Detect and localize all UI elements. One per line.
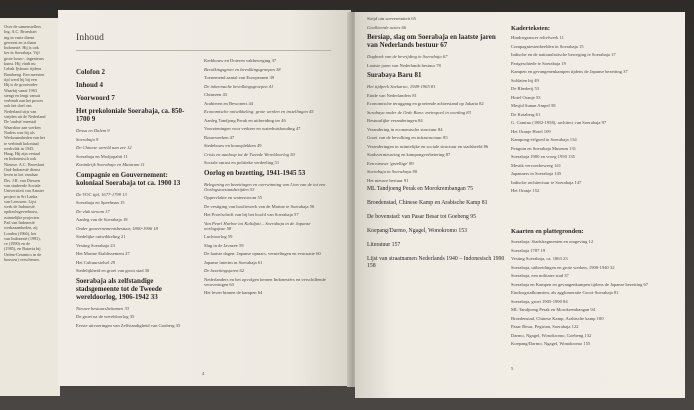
toc-entry: Soerabaja, een militaire stad 37 <box>511 273 569 278</box>
underlying-line: Pad van Indonesië <box>4 219 35 225</box>
underlying-line: Haag. Hij zijn vertaal <box>4 151 41 157</box>
toc-entry: Economische teruggang en groeiende achterstand op Jakarta 82 <box>367 101 484 106</box>
toc-entry: De laatste dagen: Japanse opmars, vernielingen en evacuatie 60 <box>204 251 321 256</box>
underlying-line: ook het doel ons <box>4 103 32 109</box>
toc-entry: Stedelijke ontwikkeling 21 <box>76 234 126 239</box>
underlying-line: project in Sri Lanka <box>4 193 38 199</box>
toc-entry: Bestuurlijke veranderingen 84 <box>367 118 423 123</box>
toc-entry: Soerabaja als zelfstandige stadsgemeente tot de Tweede wereldoorlog, 1906-1942 33 <box>76 276 162 301</box>
toc-entry: Toenemend aantal van Europeanen 39 <box>204 75 275 80</box>
toc-entry: Mestik vervoerbeweeg 141 <box>511 162 562 168</box>
underlying-line: bouwen) verschenen. <box>4 257 40 263</box>
toc-entry: Kampong-erfgoed in Soerabaja 134 <box>511 137 577 142</box>
underlying-line: ce (1990) en de <box>4 241 30 247</box>
toc-entry: Soldaten bij 49 <box>511 77 539 83</box>
underlying-line: Naders was hij als <box>4 129 35 135</box>
toc-entry: Het Oranje Hotel 109 <box>511 128 551 134</box>
page-title: Inhoud <box>76 33 105 43</box>
toc-entry: Nederlanders en het opvolgen kemen Indonesiërs en verschillende veroveringen 63 <box>204 276 326 287</box>
underlying-text <box>0 18 60 262</box>
toc-entry: Compagnie en Gouvernement: koloniaal Soerabaja tot ca. 1900 13 <box>76 170 181 187</box>
toc-entry: Het nieuwe bestuur 91 <box>367 177 409 183</box>
toc-entry: Strijd om soevereiniteit 65 <box>367 16 416 21</box>
underlying-line: werkvlak in 1945. <box>4 145 35 151</box>
toc-entry: De Kotaberg 61 <box>511 111 541 117</box>
left-page <box>58 10 351 386</box>
underlying-line: verbindt aan het proces <box>4 98 43 104</box>
toc-entry: Stedebouw en bouwplekken 49 <box>204 143 262 148</box>
toc-entry: Indische architectuur te Soerabaja 147 <box>511 179 582 185</box>
underlying-line: Waarbij vanaf 1963 <box>4 87 37 93</box>
underlying-line: Oud-Indonesië dienst <box>4 167 40 173</box>
underlying-line: Ing. A.C. Broeshart <box>4 29 37 35</box>
toc-entry: Soerabaja 1900 en vroeg 1950 135 <box>511 154 575 159</box>
underlying-line: (1985), en Batavia bij <box>4 246 41 252</box>
toc-entry: Sociale onrust en politieke verdeeling 51 <box>204 160 280 165</box>
toc-entry: De VOC tijd, 1677-1799 13 <box>76 191 127 197</box>
toc-entry: Colofon 2 <box>76 68 105 76</box>
toc-entry: Soerabaja en Speelman 15 <box>76 200 125 205</box>
toc-entry: ML Tandjoeng Perak en Morokrembangan 94 <box>511 307 596 312</box>
toc-entry: Luchtoorlog 59 <box>204 234 233 239</box>
toc-entry: Koninkrijk Soerabaja en Mataram 11 <box>76 162 145 167</box>
toc-entry: Van Pearl Harbor tot Kalidjati – Soerabaja in de Japanse oorlogsfase 58 <box>204 220 311 231</box>
underlying-line: Universiteit van Amster <box>4 188 45 194</box>
toc-entry: Soerabaja en Modjopahit 11 <box>76 153 128 159</box>
toc-entry: Dessa en Dalem 9 <box>76 128 110 133</box>
kaarten-heading: Kaarten en plattegronden: <box>511 228 584 235</box>
toc-entry: Indische en de nationalistische beweging te Soerabaja 17 <box>511 52 616 57</box>
toc-entry: Het leven binnen de kampen 64 <box>204 290 263 295</box>
toc-entry: Soerabaja 9 <box>76 136 99 142</box>
toc-entry: Het prekoloniale Soerabaja, ca. 850-1700 9 <box>76 107 185 123</box>
toc-entry: Penguin en Soerabaja Museum 131 <box>511 145 577 151</box>
toc-entry: Verandering in economische structuur 84 <box>367 126 443 132</box>
underlying-page <box>0 18 60 396</box>
toc-entry: Soerabaja en Kampen en gevangenkampen tijdens de Japanse bezetting 67 <box>511 281 649 287</box>
underlying-line: grote bouw-, ingenieurs <box>4 55 44 61</box>
toc-entry: Een nieuwe 'gezellige' 89 <box>367 160 414 166</box>
toc-entry: Belegering en bezettingen en overwinning van Lion van de tot een Oorlogstoestandstrijden 53 <box>204 181 326 192</box>
toc-entry: Soerabaja in Soerabaya 90 <box>367 169 418 174</box>
toc-entry: Groei van de bevolking en infrastructuur 85 <box>367 135 448 140</box>
underlying-line: van Leeuwen. Lijst <box>4 198 37 204</box>
toc-entry: Aanleg Tandjong Perak en uitbreiding ter 46 <box>204 117 286 123</box>
underlying-line: Werkzaamheden van het <box>4 135 46 141</box>
toc-entry: Stadsvernieuwing en kampongverbetering 87 <box>367 152 451 157</box>
underlying-line: Over de samenstellers <box>4 24 41 29</box>
title-rule <box>76 50 331 51</box>
toc-entry: Het Marine Etablissement 27 <box>76 251 130 256</box>
toc-entry: Inhoud 4 <box>76 81 104 89</box>
toc-entry: Voorwoord 7 <box>76 94 115 102</box>
toc-entry: Vesting Soerabaja, ca. 1863 23 <box>511 256 568 261</box>
toc-entry: Compagniestenbeelden in Soerabaja 15 <box>511 43 584 49</box>
underlying-line: stengt en lengt vanuit <box>4 92 40 98</box>
toc-entry: Vesting Soerabaja 23 <box>76 242 115 248</box>
toc-entry: Soerabaja, groei 1905-1990 84 <box>511 298 568 304</box>
underlying-line: Londen (1966), het <box>4 230 37 236</box>
toc-entry: Soerabaja 1787 19 <box>511 247 546 253</box>
toc-entry: Geallieerde acties 66 <box>367 24 407 30</box>
toc-entry: De vestiging van hooftewerk van de Marine te Soerabaja 56 <box>204 203 315 209</box>
underlying-line: Oriënt-Ceramics in de <box>4 251 42 257</box>
underlying-line: leven in het vandaar <box>4 172 38 178</box>
toc-entry: Broedenstad, Chinese Kamp, Arabische kamp 100 <box>511 315 604 321</box>
underlying-line: van Indonesië (1983), <box>4 235 41 241</box>
toc-entry: Parigeschiede te Soerabaja 19 <box>511 60 566 66</box>
toc-entry: Slag in de Javazee 59 <box>204 242 244 248</box>
toc-entry: Einde van Nederlanders 81 <box>367 92 417 98</box>
toc-entry: Veranderingen in ruimtelijke en sociale structuur en stadsbeeld 86 <box>367 143 489 149</box>
underlying-line: Nederland stijs van <box>4 108 37 114</box>
toc-entry: Crisis en aanloop tot de Tweede Wereldoorlog 50 <box>204 151 295 157</box>
underlying-line: te verbindt koloniaal <box>4 140 39 146</box>
toc-entry: Eindoogstafkomsten, als agglomeratie Groot-Soerabaja 81 <box>511 290 619 295</box>
toc-entry: Soerabaja: Stadsfragmenten en omgeving 12 <box>511 239 594 244</box>
underlying-line: Waardoor aan werken <box>4 124 41 130</box>
toc-entry: Aanleg van de Soerabaja 18 <box>76 217 128 222</box>
underlying-line: kunst. Hij vindt nu <box>4 61 36 67</box>
underlying-line: werk de Indonesië <box>4 204 35 210</box>
underlying-line: Hij is de grootvader <box>4 82 38 88</box>
toc-entry: Koepang/Darmo, Ngagel, Wonokromo 153 <box>367 228 468 235</box>
toc-entry: Oppervlakte en waterstroom 55 <box>204 195 263 200</box>
toc-entry: Het Proefschrift van bij het hoofd van Soerabaja 57 <box>204 212 299 217</box>
toc-entry: Surabaya Baru 81 <box>367 71 422 79</box>
toc-entry: Nieuwe bestuurslichamen 33 <box>76 305 130 311</box>
toc-entry: G. Camino (1882-1958), architect van Soerabaja 97 <box>511 120 607 125</box>
toc-entry: Bevolkingsgroei en bevolkingsgroepen 38 <box>204 66 281 72</box>
toc-entry: Oorlog en bezetting, 1941-1945 53 <box>204 168 306 177</box>
toc-entry: Literatuur 157 <box>367 242 401 249</box>
underlying-line: tijd werd hij bij een <box>4 76 37 82</box>
underlying-line: geweest en is thans <box>4 39 37 45</box>
toc-entry: De Chinese wereld aan zee 12 <box>76 145 132 150</box>
toc-entry: ML Tandjoeng Perak en Morokrembangan 75 <box>367 186 474 192</box>
underlying-line: van studeerde Sociale <box>4 182 41 188</box>
underlying-line: en Indonesisch ook <box>4 156 37 162</box>
toc-entry: Kampen en gevangenenkampen tijdens de Japanse bezetting 37 <box>511 69 628 74</box>
page-number: 5 <box>511 366 514 371</box>
underlying-line: opdrachtgeverbouw, <box>4 209 39 215</box>
toc-entry: Het Cultuurstelsel 29 <box>76 259 116 265</box>
underlying-line: De 'oudste' meestal <box>4 119 37 125</box>
underlying-line: ker in Soerabaja. Vijf <box>4 50 40 56</box>
toc-entry: Bouwwerken 47 <box>204 134 235 140</box>
underlying-line: strijden uit de Nederland <box>4 114 46 120</box>
toc-entry: Arabieren en Bewoners 44 <box>204 100 254 106</box>
toc-entry: Onder gouvernementsbestuur, 1800-1906 18 <box>76 225 158 231</box>
toc-entry: Broedenstad, Chinese Kamp en Arabische Kamp 81 <box>367 200 488 207</box>
toc-entry: De inheemsche bevolkingsgroepen 41 <box>204 83 274 89</box>
underlying-line: Drs. J.R. van Diessen <box>4 177 41 183</box>
toc-entry: Koepang/Darmo, Ngagel, Wonokromo 155 <box>511 341 591 346</box>
toc-entry: Japanners in Soerabaja 145 <box>511 171 562 176</box>
toc-entry: Darmo, Ngagel, Wonokromo, Goebeng 132 <box>511 332 592 338</box>
toc-entry: Hotel Oranje 53 <box>511 94 541 100</box>
toc-entry: De Rhederij 53 <box>511 86 540 91</box>
toc-entry: Bersiap, slag om Soerabaja en laatste jaren van Nederlands bestuur 67 <box>367 33 496 49</box>
toc-entry: Lijst van straatnamen Nederlands 1940 – Indonesisch 1990 158 <box>367 256 505 270</box>
toc-entry: Economische ontwikkeling: grote werken en instellingen 45 <box>204 109 314 114</box>
toc-entry: Kerkbouw en Doteren vakbeweging 37 <box>204 58 277 63</box>
underlying-line: ing in vaste dienst <box>4 34 35 40</box>
toc-entry: Dagboek van de bevrijding in Soerabaja 67 <box>367 54 448 59</box>
right-page <box>355 12 685 398</box>
toc-entry: Japanse interim in Soerabaja 61 <box>204 259 263 265</box>
underlying-line: Lebak Ijsbouw tijdens <box>4 66 42 72</box>
toc-entry: Stedelijkheid en groei van groot stad 30 <box>76 268 150 273</box>
toc-entry: Pasar Besar, Pegirian, Soerabaja 122 <box>511 324 579 329</box>
toc-entry: Chinezen 43 <box>204 92 228 97</box>
toc-entry: Hindoegrancer reliefwerk 11 <box>511 35 564 40</box>
toc-entry: Het tijdperk Soekarno, 1949-1965 81 <box>367 84 436 89</box>
underlying-line: Indonesië. Hij is ook <box>4 45 39 51</box>
toc-entry: Mesjid Sunan Ampel 58 <box>511 103 556 108</box>
page-number: 4 <box>202 371 205 376</box>
kaderteksten-heading: Kaderteksten: <box>511 25 551 32</box>
toc-entry: Laatste jaren van Nederlands bestuur 78 <box>367 62 441 68</box>
underlying-line: ruimtelijke projecten <box>4 214 39 220</box>
toc-entry: De groei na de wereldoorlog 35 <box>76 314 135 319</box>
toc-entry: De bovenstad: van Pasar Besar tot Goebeng 95 <box>367 214 476 221</box>
underlying-line: Nieuwe. A.C. Broeshart <box>4 161 45 167</box>
underlying-line: Bandoeng. Een meesten <box>4 71 45 77</box>
toc-entry: De vlak stroom 17 <box>76 208 110 214</box>
toc-entry: Voorzieningen voor verkeer en waterhuishouding 47 <box>204 126 301 131</box>
toc-entry: De bezettingsjaren 62 <box>204 268 245 273</box>
toc-entry: Het Oranje 152 <box>511 188 540 193</box>
toc-entry: Soerabaja, uitbreidingen en grote werken, 1900-1940 32 <box>511 264 615 270</box>
underlying-line: werkzaamheden, zij <box>4 225 38 231</box>
toc-entry: Eerste uitvoeringen van Zelfstandigheid van Gouberg 35 <box>76 322 181 328</box>
toc-entry: Surabaya onder de Orde Baru: metropool in wording 83 <box>367 109 471 115</box>
